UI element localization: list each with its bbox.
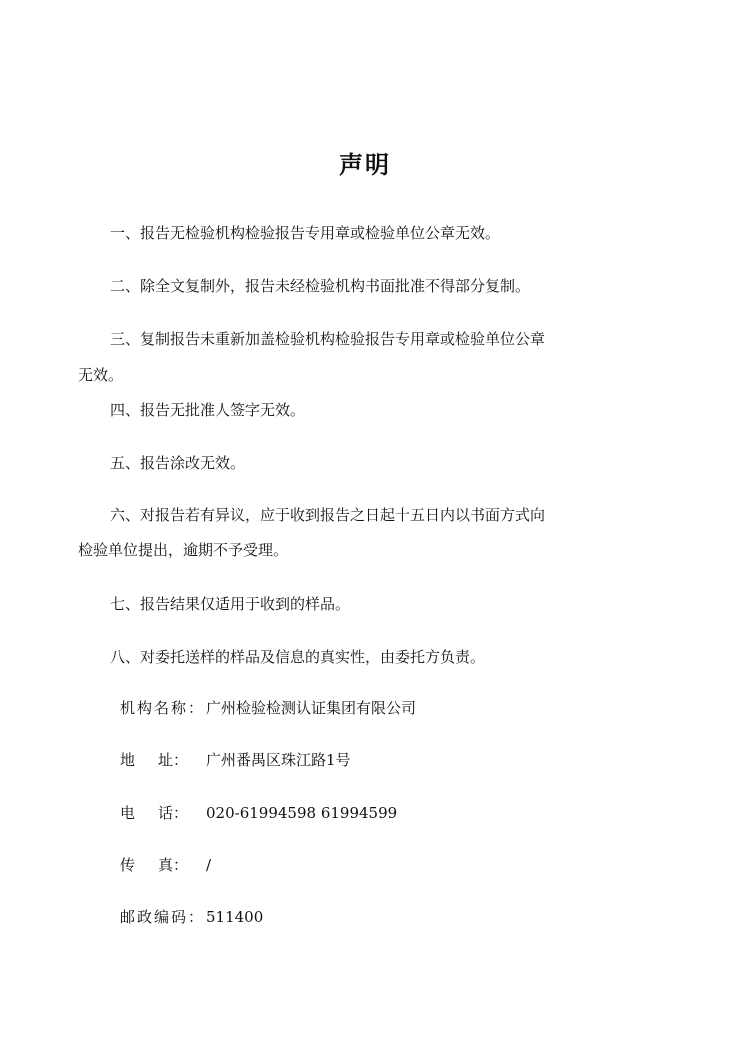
statement-5: 五、报告涂改无效。 — [110, 454, 246, 472]
fax-label-second: 真： — [157, 856, 188, 874]
fax-value: / — [206, 856, 212, 874]
phone-label — [120, 802, 188, 824]
zip-label: 邮政编码： — [120, 908, 206, 926]
contact-fax-row — [120, 854, 211, 876]
statement-6-continued: 检验单位提出，逾期不予受理。 — [78, 541, 289, 559]
phone-label-first: 电 — [120, 804, 136, 822]
statement-3: 三、复制报告未重新加盖检验机构检验报告专用章或检验单位公章 — [110, 330, 546, 348]
org-label: 机构名称： — [120, 699, 206, 717]
address-value: 广州番禺区珠江路1号 — [206, 751, 351, 769]
statement-8: 八、对委托送样的样品及信息的真实性，由委托方负责。 — [110, 648, 486, 666]
contact-org-row — [120, 697, 416, 719]
org-value: 广州检验检测认证集团有限公司 — [206, 699, 417, 717]
address-label — [120, 749, 188, 771]
contact-address-row — [120, 749, 351, 771]
phone-value: 020-61994598 61994599 — [206, 804, 398, 822]
page-title: 声明 — [339, 151, 391, 179]
statement-1: 一、报告无检验机构检验报告专用章或检验单位公章无效。 — [110, 224, 501, 242]
address-label-second: 址： — [157, 751, 188, 769]
zip-value: 511400 — [206, 908, 264, 926]
statement-3-continued: 无效。 — [78, 366, 124, 384]
statement-2: 二、除全文复制外，报告未经检验机构书面批准不得部分复制。 — [110, 277, 531, 295]
fax-label-first: 传 — [120, 856, 136, 874]
fax-label — [120, 854, 188, 876]
phone-label-second: 话： — [157, 804, 188, 822]
address-label-first: 地 — [120, 751, 136, 769]
statement-7: 七、报告结果仅适用于收到的样品。 — [110, 595, 351, 613]
contact-zip-row — [120, 906, 263, 928]
statement-6: 六、对报告若有异议，应于收到报告之日起十五日内以书面方式向 — [110, 506, 546, 524]
contact-phone-row — [120, 802, 397, 824]
statement-4: 四、报告无批准人签字无效。 — [110, 401, 306, 419]
